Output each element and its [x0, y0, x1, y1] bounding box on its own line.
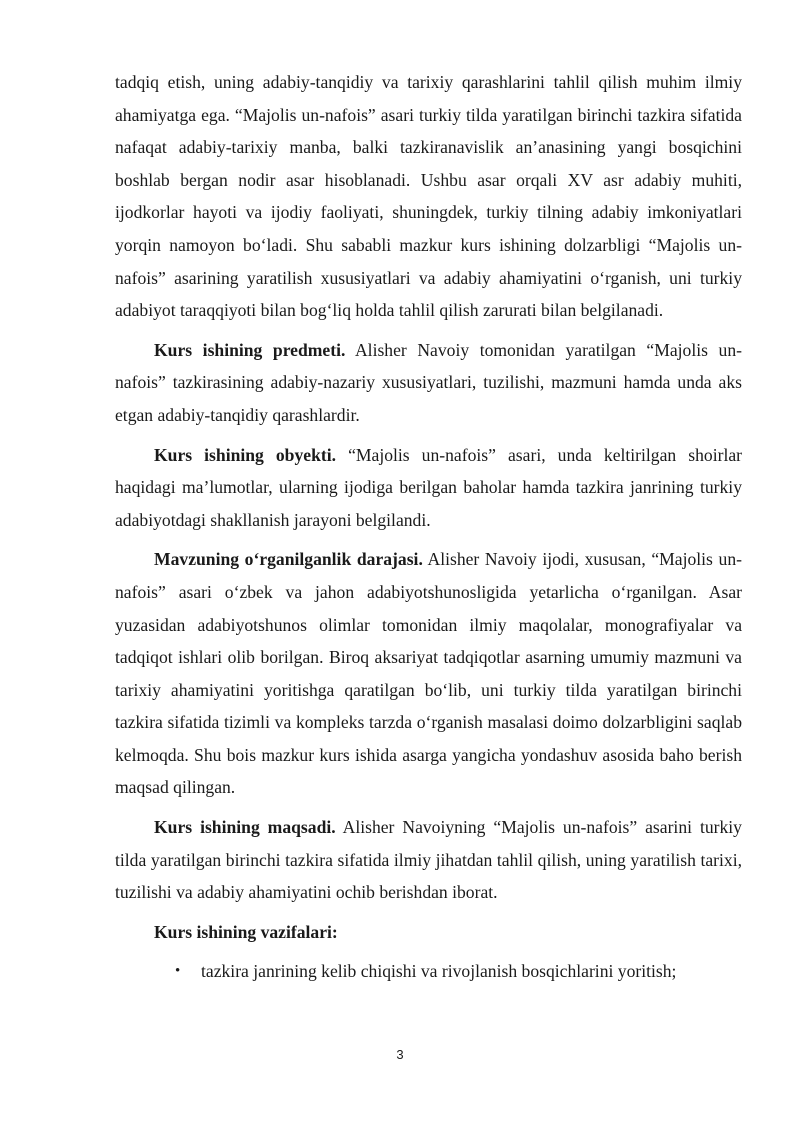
- maqsad-text: Alisher Navoiyning “Majolis un-nafois” asarini turkiy tilda yaratilgan birinchi tazkira sifatida ilmiy jihatdan tahlil qilish, uning yaratilish tarixi, tuzilishi va adabiy ahamiyatini ochib berishdan iborat.: [115, 817, 742, 903]
- maqsad-paragraph: [115, 811, 742, 909]
- task-text: tazkira janrining kelib chiqishi va rivojlanish bosqichlarini yoritish;: [201, 961, 677, 982]
- bullet-icon: •: [175, 963, 181, 980]
- list-item: [115, 955, 742, 988]
- predmet-heading: Kurs ishining predmeti.: [154, 339, 346, 360]
- tasks-list: [115, 955, 742, 988]
- intro-text: tadqiq etish, uning adabiy-tanqidiy va tarixiy qarashlarini tahlil qilish muhim ilmiy ahamiyatga ega. “Majolis un-nafois” asari turkiy tilda yaratilgan birinchi tazkira sifatida nafaqat adabiy-tarixiy manba, balki tazkiranavislik an’anasining yangi bosqichini boshlab bergan nodir asar hisoblanadi. Ushbu asar orqali XV asr adabiy muhiti, ijodkorlar hayoti va ijodiy faoliyati, shuningdek, turkiy tilning adabiy imkoniyatlari yorqin namoyon bo‘ladi. Shu sababli mazkur kurs ishining dolzarbligi “Majolis un-nafois” asarining yaratilish xususiyatlari va adabiy ahamiyatini o‘rganish, uni turkiy adabiyot taraqqiyoti bilan bog‘liq holda tahlil qilish zarurati bilan belgilanadi.: [115, 72, 742, 321]
- daraja-heading: Mavzuning o‘rganilganlik darajasi.: [154, 549, 423, 570]
- obyekt-paragraph: [115, 439, 742, 537]
- maqsad-heading: Kurs ishining maqsadi.: [154, 817, 336, 838]
- predmet-paragraph: [115, 334, 742, 432]
- intro-paragraph: [115, 66, 742, 327]
- obyekt-heading: Kurs ishining obyekti.: [154, 444, 337, 465]
- body-text: [115, 66, 742, 988]
- page-number: 3: [396, 1047, 404, 1062]
- daraja-paragraph: [115, 543, 742, 804]
- daraja-text: Alisher Navoiy ijodi, xususan, “Majolis un-nafois” asari o‘zbek va jahon adabiyotshunosligida yetarlicha o‘rganilgan. Asar yuzasidan adabiyotshunos olimlar tomonidan ilmiy maqolalar, monografiyalar va tadqiqot ishlari olib borilgan. Biroq aksariyat tadqiqotlar asarning umumiy mazmuni va tarixiy ahamiyatini yoritishga qaratilgan bo‘lib, uni turkiy tilda yaratilgan birinchi tazkira sifatida tizimli va kompleks tarzda o‘rganish masalasi doimo dolzarbligini saqlab kelmoqda. Shu bois mazkur kurs ishida asarga yangicha yondashuv asosida baho berish maqsad qilingan.: [115, 549, 742, 798]
- predmet-text: Alisher Navoiy tomonidan yaratilgan “Majolis un-nafois” tazkirasining adabiy-nazariy xususiyatlari, tuzilishi, mazmuni hamda unda aks etgan adabiy-tanqidiy qarashlardir.: [115, 339, 742, 425]
- vazifalar-heading: Kurs ishining vazifalari:: [154, 921, 338, 942]
- vazifalar-paragraph: [115, 916, 742, 949]
- obyekt-text: “Majolis un-nafois” asari, unda keltirilgan shoirlar haqidagi ma’lumotlar, ularning ijodiga berilgan baholar hamda tazkira janrining turkiy adabiyotdagi shakllanish jarayoni belgilandi.: [115, 444, 742, 530]
